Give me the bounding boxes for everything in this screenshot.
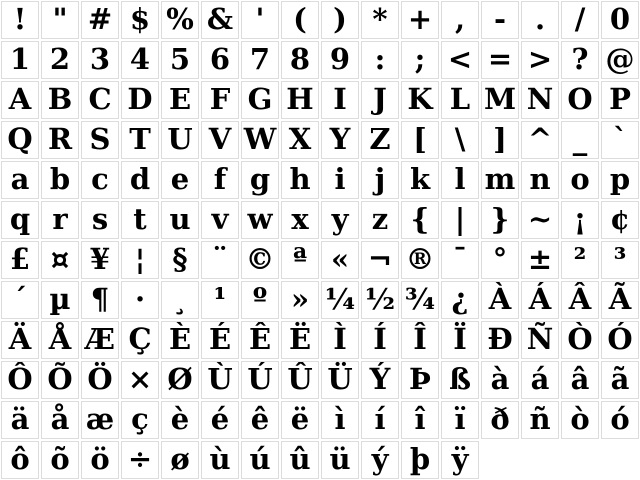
glyph-cell[interactable]: % [161,1,199,39]
glyph-cell[interactable]: ã [601,361,639,399]
glyph-cell[interactable]: ò [561,401,599,439]
glyph-cell[interactable]: = [481,41,519,79]
glyph-cell[interactable]: b [41,161,79,199]
glyph-cell[interactable]: 0 [601,1,639,39]
glyph-cell[interactable]: Â [561,281,599,319]
glyph-cell[interactable]: S [81,121,119,159]
glyph-cell[interactable]: Ú [241,361,279,399]
glyph-cell[interactable]: í [361,401,399,439]
glyph-cell[interactable]: µ [41,281,79,319]
glyph-cell[interactable]: C [81,81,119,119]
glyph-cell[interactable]: ; [401,41,439,79]
glyph-cell[interactable]: _ [561,121,599,159]
glyph-cell[interactable]: ¹ [201,281,239,319]
glyph-cell[interactable]: ¥ [81,241,119,279]
glyph-cell[interactable]: ? [561,41,599,79]
glyph-cell[interactable]: \ [441,121,479,159]
glyph-cell[interactable]: g [241,161,279,199]
glyph-cell[interactable]: õ [41,441,79,479]
glyph-cell[interactable]: ³ [601,241,639,279]
glyph-cell[interactable]: J [361,81,399,119]
glyph-cell[interactable]: Þ [401,361,439,399]
glyph-cell[interactable]: r [41,201,79,239]
glyph-cell[interactable]: Ô [1,361,39,399]
glyph-cell[interactable]: Ä [1,321,39,359]
glyph-cell[interactable]: ú [241,441,279,479]
glyph-cell[interactable]: m [481,161,519,199]
glyph-cell[interactable]: I [321,81,359,119]
glyph-cell[interactable]: x [281,201,319,239]
glyph-cell[interactable]: $ [121,1,159,39]
glyph-cell[interactable]: 8 [281,41,319,79]
glyph-cell[interactable]: w [241,201,279,239]
glyph-cell[interactable]: Z [361,121,399,159]
glyph-cell[interactable]: W [241,121,279,159]
glyph-cell[interactable]: 4 [121,41,159,79]
glyph-cell[interactable]: Ê [241,321,279,359]
glyph-cell[interactable]: § [161,241,199,279]
glyph-cell[interactable]: U [161,121,199,159]
glyph-cell[interactable]: ô [1,441,39,479]
glyph-cell[interactable]: å [41,401,79,439]
glyph-cell[interactable]: t [121,201,159,239]
glyph-cell[interactable]: ¢ [601,201,639,239]
glyph-cell[interactable]: ÷ [121,441,159,479]
glyph-cell[interactable]: O [561,81,599,119]
glyph-cell[interactable]: ´ [1,281,39,319]
glyph-cell[interactable]: ç [121,401,159,439]
glyph-cell[interactable]: ' [241,1,279,39]
glyph-cell[interactable]: â [561,361,599,399]
glyph-cell[interactable]: ° [481,241,519,279]
glyph-cell[interactable]: K [401,81,439,119]
glyph-cell[interactable]: ¯ [441,241,479,279]
glyph-cell[interactable]: M [481,81,519,119]
glyph-cell[interactable]: º [241,281,279,319]
glyph-cell[interactable]: Õ [41,361,79,399]
glyph-cell[interactable]: ó [601,401,639,439]
glyph-cell[interactable]: { [401,201,439,239]
glyph-cell[interactable]: ¿ [441,281,479,319]
glyph-cell[interactable]: B [41,81,79,119]
glyph-cell[interactable]: ñ [521,401,559,439]
glyph-cell[interactable]: ² [561,241,599,279]
glyph-cell[interactable]: H [281,81,319,119]
glyph-cell[interactable]: ¶ [81,281,119,319]
glyph-cell[interactable]: 1 [1,41,39,79]
glyph-cell[interactable]: e [161,161,199,199]
glyph-cell[interactable]: i [321,161,359,199]
glyph-cell[interactable]: ß [441,361,479,399]
glyph-cell[interactable]: Ï [441,321,479,359]
glyph-cell[interactable]: X [281,121,319,159]
glyph-cell[interactable]: n [521,161,559,199]
glyph-cell[interactable]: & [201,1,239,39]
glyph-cell[interactable]: ¾ [401,281,439,319]
glyph-cell[interactable]: Y [321,121,359,159]
glyph-cell[interactable]: Ã [601,281,639,319]
glyph-cell[interactable]: 7 [241,41,279,79]
glyph-cell[interactable]: - [481,1,519,39]
glyph-cell[interactable]: V [201,121,239,159]
glyph-cell[interactable]: Ë [281,321,319,359]
glyph-cell[interactable]: ø [161,441,199,479]
glyph-cell[interactable]: ì [321,401,359,439]
glyph-cell[interactable]: h [281,161,319,199]
glyph-cell[interactable]: û [281,441,319,479]
glyph-cell[interactable]: À [481,281,519,319]
glyph-cell[interactable]: ] [481,121,519,159]
glyph-cell[interactable]: ¬ [361,241,399,279]
glyph-cell[interactable]: y [321,201,359,239]
glyph-cell[interactable]: l [441,161,479,199]
glyph-cell[interactable]: / [561,1,599,39]
glyph-cell[interactable]: # [81,1,119,39]
glyph-cell[interactable]: é [201,401,239,439]
glyph-cell[interactable]: þ [401,441,439,479]
glyph-cell[interactable]: ü [321,441,359,479]
glyph-cell[interactable]: « [321,241,359,279]
glyph-cell[interactable]: a [1,161,39,199]
glyph-cell[interactable]: N [521,81,559,119]
glyph-cell[interactable]: R [41,121,79,159]
glyph-cell[interactable]: Q [1,121,39,159]
glyph-cell[interactable]: ö [81,441,119,479]
glyph-cell[interactable]: Á [521,281,559,319]
glyph-cell[interactable]: , [441,1,479,39]
glyph-cell[interactable]: ± [521,241,559,279]
glyph-cell[interactable]: È [161,321,199,359]
glyph-cell[interactable]: ( [281,1,319,39]
glyph-cell[interactable]: ê [241,401,279,439]
glyph-cell[interactable]: . [521,1,559,39]
glyph-cell[interactable]: Ø [161,361,199,399]
glyph-cell[interactable]: Ð [481,321,519,359]
glyph-cell[interactable]: ^ [521,121,559,159]
glyph-cell[interactable]: G [241,81,279,119]
glyph-cell[interactable]: ª [281,241,319,279]
glyph-cell[interactable]: ý [361,441,399,479]
glyph-cell[interactable]: » [281,281,319,319]
glyph-cell[interactable]: k [401,161,439,199]
glyph-cell[interactable]: z [361,201,399,239]
glyph-cell[interactable]: × [121,361,159,399]
glyph-cell[interactable]: ½ [361,281,399,319]
glyph-cell[interactable]: ð [481,401,519,439]
glyph-cell[interactable]: ÿ [441,441,479,479]
glyph-cell[interactable]: [ [401,121,439,159]
glyph-cell[interactable]: 3 [81,41,119,79]
glyph-cell[interactable]: Æ [81,321,119,359]
glyph-cell[interactable]: 2 [41,41,79,79]
glyph-cell[interactable]: ¨ [201,241,239,279]
glyph-cell[interactable]: ¤ [41,241,79,279]
glyph-cell[interactable]: ë [281,401,319,439]
glyph-cell[interactable]: ¸ [161,281,199,319]
glyph-cell[interactable]: ä [1,401,39,439]
glyph-cell[interactable]: < [441,41,479,79]
glyph-cell[interactable]: u [161,201,199,239]
glyph-cell[interactable]: : [361,41,399,79]
glyph-cell[interactable]: @ [601,41,639,79]
glyph-cell[interactable]: ï [441,401,479,439]
glyph-cell[interactable]: v [201,201,239,239]
glyph-cell[interactable]: ¦ [121,241,159,279]
glyph-cell[interactable]: F [201,81,239,119]
glyph-cell[interactable]: D [121,81,159,119]
glyph-cell[interactable]: Ü [321,361,359,399]
glyph-cell[interactable]: j [361,161,399,199]
glyph-cell[interactable]: î [401,401,439,439]
glyph-cell[interactable]: Å [41,321,79,359]
glyph-cell[interactable]: } [481,201,519,239]
glyph-cell[interactable]: o [561,161,599,199]
glyph-cell[interactable]: ~ [521,201,559,239]
glyph-cell[interactable]: c [81,161,119,199]
glyph-cell[interactable]: Û [281,361,319,399]
glyph-cell[interactable]: + [401,1,439,39]
glyph-cell[interactable]: É [201,321,239,359]
glyph-cell[interactable]: Ö [81,361,119,399]
glyph-cell[interactable]: ® [401,241,439,279]
glyph-cell[interactable]: æ [81,401,119,439]
glyph-cell[interactable]: £ [1,241,39,279]
glyph-cell[interactable]: E [161,81,199,119]
glyph-cell[interactable]: Ç [121,321,159,359]
glyph-cell[interactable]: ` [601,121,639,159]
glyph-cell[interactable]: 6 [201,41,239,79]
glyph-cell[interactable]: è [161,401,199,439]
glyph-cell[interactable]: > [521,41,559,79]
glyph-cell[interactable]: s [81,201,119,239]
glyph-cell[interactable]: Ñ [521,321,559,359]
glyph-cell[interactable]: T [121,121,159,159]
glyph-cell[interactable]: 9 [321,41,359,79]
glyph-cell[interactable]: Í [361,321,399,359]
glyph-cell[interactable]: Ù [201,361,239,399]
glyph-cell[interactable]: Ý [361,361,399,399]
glyph-cell[interactable]: q [1,201,39,239]
glyph-cell[interactable]: Ó [601,321,639,359]
glyph-cell[interactable]: © [241,241,279,279]
glyph-cell[interactable]: à [481,361,519,399]
glyph-cell[interactable]: ù [201,441,239,479]
glyph-cell[interactable]: ¼ [321,281,359,319]
glyph-cell[interactable]: 5 [161,41,199,79]
glyph-cell[interactable]: d [121,161,159,199]
glyph-cell[interactable]: ¡ [561,201,599,239]
glyph-cell[interactable]: Ì [321,321,359,359]
glyph-cell[interactable]: " [41,1,79,39]
glyph-cell[interactable]: Ò [561,321,599,359]
glyph-cell[interactable]: á [521,361,559,399]
glyph-cell[interactable]: L [441,81,479,119]
glyph-cell[interactable]: P [601,81,639,119]
glyph-cell[interactable]: Î [401,321,439,359]
glyph-cell[interactable]: A [1,81,39,119]
glyph-cell[interactable]: * [361,1,399,39]
glyph-cell[interactable]: f [201,161,239,199]
glyph-cell[interactable]: ! [1,1,39,39]
glyph-cell[interactable]: ) [321,1,359,39]
glyph-cell[interactable]: · [121,281,159,319]
glyph-cell[interactable]: | [441,201,479,239]
glyph-cell[interactable]: p [601,161,639,199]
